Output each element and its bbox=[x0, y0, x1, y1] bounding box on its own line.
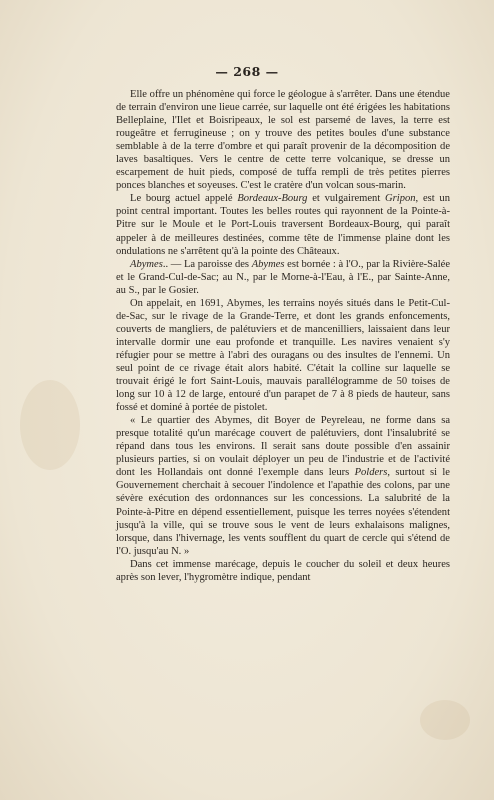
text-run: , surtout si le Gouvernement cherchait à secouer l'indolence et l'apathie des colons, par une sévère exécution des ordonnances sur les concessions. La salubrité de la Pointe-à-Pitre en dépend essentiellement, puisque les terres noyées s'étendent jusqu'à la ville, qui se trouve sous le vent de leurs exhalaisons malignes, lorsque, dans l'hivernage, les vents soufflent du quart de cercle qui s'étend de l'O. jusqu'au N. » bbox=[116, 467, 450, 557]
paragraph bbox=[116, 88, 450, 192]
paragraph bbox=[116, 414, 450, 558]
body-text bbox=[116, 88, 450, 584]
text-run: et vulgairement bbox=[307, 193, 386, 205]
text-run: « Le quartier des Abymes, dit Boyer de Peyreleau, ne forme dans sa presque totalité qu'un marécage couvert de palétuviers, dont l'insalubrité se répand dans tous les environs. Il serait sans doute possible d'en assainir plusieurs parties, si on voulait déployer un peu de l'industrie et de l'activité dont les Hollandais ont donné l'exemple dans leurs bbox=[116, 415, 450, 479]
page-number: — 268 — bbox=[215, 64, 279, 79]
text-run: est bornée : à l'O., par la Rivière-Salée et le Grand-Cul-de-Sac; au N., par le Morne-à-l'Eau, à l'E., par Sainte-Anne, au S., par le Gosier. bbox=[116, 258, 451, 296]
paper-stain bbox=[20, 380, 80, 470]
text-run: On appelait, en 1691, Abymes, les terrains noyés situés dans le Petit-Cul-de-Sac, sur le rivage de la Grande-Terre, et dont les grands enfoncements, couverts de mangliers, de palétuviers et de mancenilliers, laissaient dans leur intervalle dormir une eau profonde et tranquille. Les navires venaient s'y réfugier pour se mettre à l'abri des ouragans ou des insultes de l'ennemi. Un seul point de ce rivage était alors habité. C'était la colline sur laquelle se trouvait érigé le fort Saint-Louis, mauvais parallélogramme de 50 toises de long sur 10 à 12 de large, entouré d'un parapet de 7 à 8 pieds de hauteur, sans fossé et dominé à portée de pistolet. bbox=[116, 297, 450, 414]
text-run: .. — La paroisse des bbox=[162, 258, 252, 270]
text-run: Le bourg actuel appelé bbox=[130, 193, 238, 205]
italic-text-run: Polders bbox=[354, 467, 388, 479]
italic-text-run: Bordeaux-Bourg bbox=[237, 193, 308, 205]
paragraph bbox=[116, 258, 450, 297]
text-run: Elle offre un phénomène qui force le géologue à s'arrêter. Dans une étendue de terrain d'environ une lieue carrée, sur laquelle ont été érigées les habitations Belleplaine, l'Ilet et Boisripeaux, le sol est parsemé de laves, la terre est rougeâtre et ferrugineuse ; on y trouve des petites boules d'une substance semblable à de la terre d'ombre et qui paraît provenir de la décomposition de laves basaltiques. Vers le centre de cette terre volcanique, se dresse un escarpement de huit pieds, composé de tuffa rempli de très petites pierres ponces blanches et soyeuses. C'est le cratère d'un volcan sous-marin. bbox=[116, 89, 450, 192]
paragraph bbox=[116, 558, 450, 584]
paragraph bbox=[116, 192, 450, 257]
paper-stain bbox=[420, 700, 470, 740]
text-run: Dans cet immense marécage, depuis le coucher du soleil et deux heures après son lever, l'hygromètre indique, pendant bbox=[116, 558, 450, 583]
italic-text-run: Gripon bbox=[385, 193, 416, 205]
paragraph bbox=[116, 297, 450, 414]
text-run: , est un point central important. Toutes les belles routes qui rayonnent de la Pointe-à-Pitre sur le Moule et le Port-Louis traversent Bordeaux-Bourg, qui paraît appeler à de meilleures destinées, comme tête de l'immense plaine dont les ondulations ne s'arrêtent qu'à la pointe des Châteaux. bbox=[116, 193, 450, 257]
italic-text-run: Abymes bbox=[130, 258, 163, 270]
italic-text-run: Abymes bbox=[251, 258, 285, 270]
